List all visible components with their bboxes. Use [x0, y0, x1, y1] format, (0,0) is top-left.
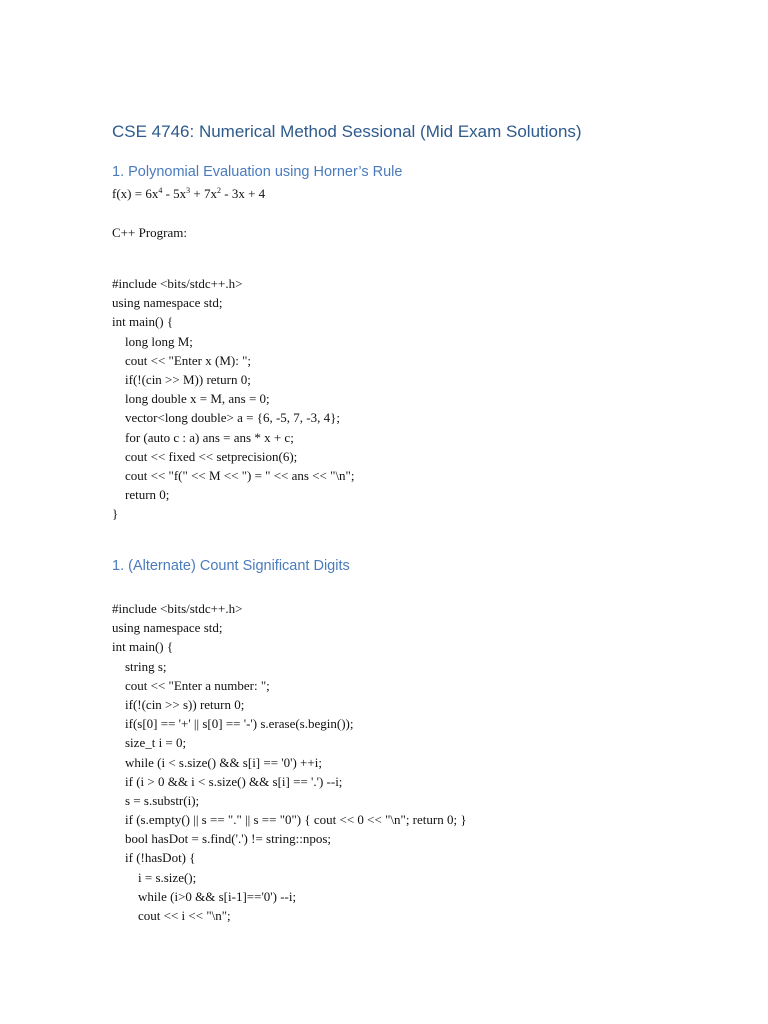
- code-line: vector<long double> a = {6, -5, 7, -3, 4};: [112, 410, 340, 426]
- code-line: #include <bits/stdc++.h>: [112, 601, 243, 616]
- code-line: while (i < s.size() && s[i] == '0') ++i;: [112, 754, 322, 770]
- formula-exponent: 3: [186, 186, 191, 195]
- code-line: if(!(cin >> s)) return 0;: [112, 696, 245, 712]
- code-line: cout << "Enter x (M): ";: [112, 352, 252, 368]
- formula-part: - 3x + 4: [221, 186, 266, 201]
- code-line: using namespace std;: [112, 620, 223, 636]
- code-line: if (s.empty() || s == "." || s == "0") { cout << 0 << "\n"; return 0; }: [112, 812, 467, 828]
- formula-exponent: 4: [158, 186, 163, 195]
- code-line: cout << fixed << setprecision(6);: [112, 448, 298, 464]
- code-line: cout << i << "\n";: [112, 908, 231, 923]
- code-line: size_t i = 0;: [112, 735, 187, 751]
- code-line: for (auto c : a) ans = ans * x + c;: [112, 429, 294, 445]
- section-2-heading: 1. (Alternate) Count Significant Digits: [112, 558, 350, 574]
- code-line: int main() {: [112, 639, 174, 655]
- code-line: cout << "f(" << M << ") = " << ans << "\n";: [112, 467, 355, 483]
- code-line: long long M;: [112, 333, 193, 349]
- document-title: CSE 4746: Numerical Method Sessional (Mid Exam Solutions): [112, 122, 582, 141]
- formula-exponent: 2: [217, 186, 222, 195]
- section-1-heading: 1. Polynomial Evaluation using Horner’s Rule: [112, 164, 403, 180]
- code-line: if(s[0] == '+' || s[0] == '-') s.erase(s.begin());: [112, 716, 354, 732]
- code-line: int main() {: [112, 314, 174, 330]
- code-line: if(!(cin >> M)) return 0;: [112, 371, 251, 387]
- formula-part: f(x) = 6x: [112, 186, 159, 201]
- code-line: i = s.size();: [112, 869, 197, 885]
- code-line: s = s.substr(i);: [112, 792, 200, 808]
- code-line: string s;: [112, 658, 167, 674]
- code-line: bool hasDot = s.find('.') != string::npos;: [112, 831, 332, 847]
- formula-part: + 7x: [190, 186, 218, 201]
- formula-part: - 5x: [162, 186, 187, 201]
- code-line: cout << "Enter a number: ";: [112, 677, 270, 693]
- code-line: long double x = M, ans = 0;: [112, 391, 270, 407]
- code-line: #include <bits/stdc++.h>: [112, 276, 243, 291]
- code-line: if (!hasDot) {: [112, 850, 196, 866]
- code-line: if (i > 0 && i < s.size() && s[i] == '.') --i;: [112, 773, 343, 789]
- polynomial-formula: [112, 186, 265, 202]
- code-line: while (i>0 && s[i-1]=='0') --i;: [112, 888, 297, 904]
- code-line: }: [112, 506, 119, 522]
- code-line: return 0;: [112, 487, 170, 503]
- code-line: using namespace std;: [112, 295, 223, 311]
- program-label: C++ Program:: [112, 225, 187, 240]
- significant-digits-code-block: [112, 599, 467, 925]
- horner-code-block: [112, 274, 354, 523]
